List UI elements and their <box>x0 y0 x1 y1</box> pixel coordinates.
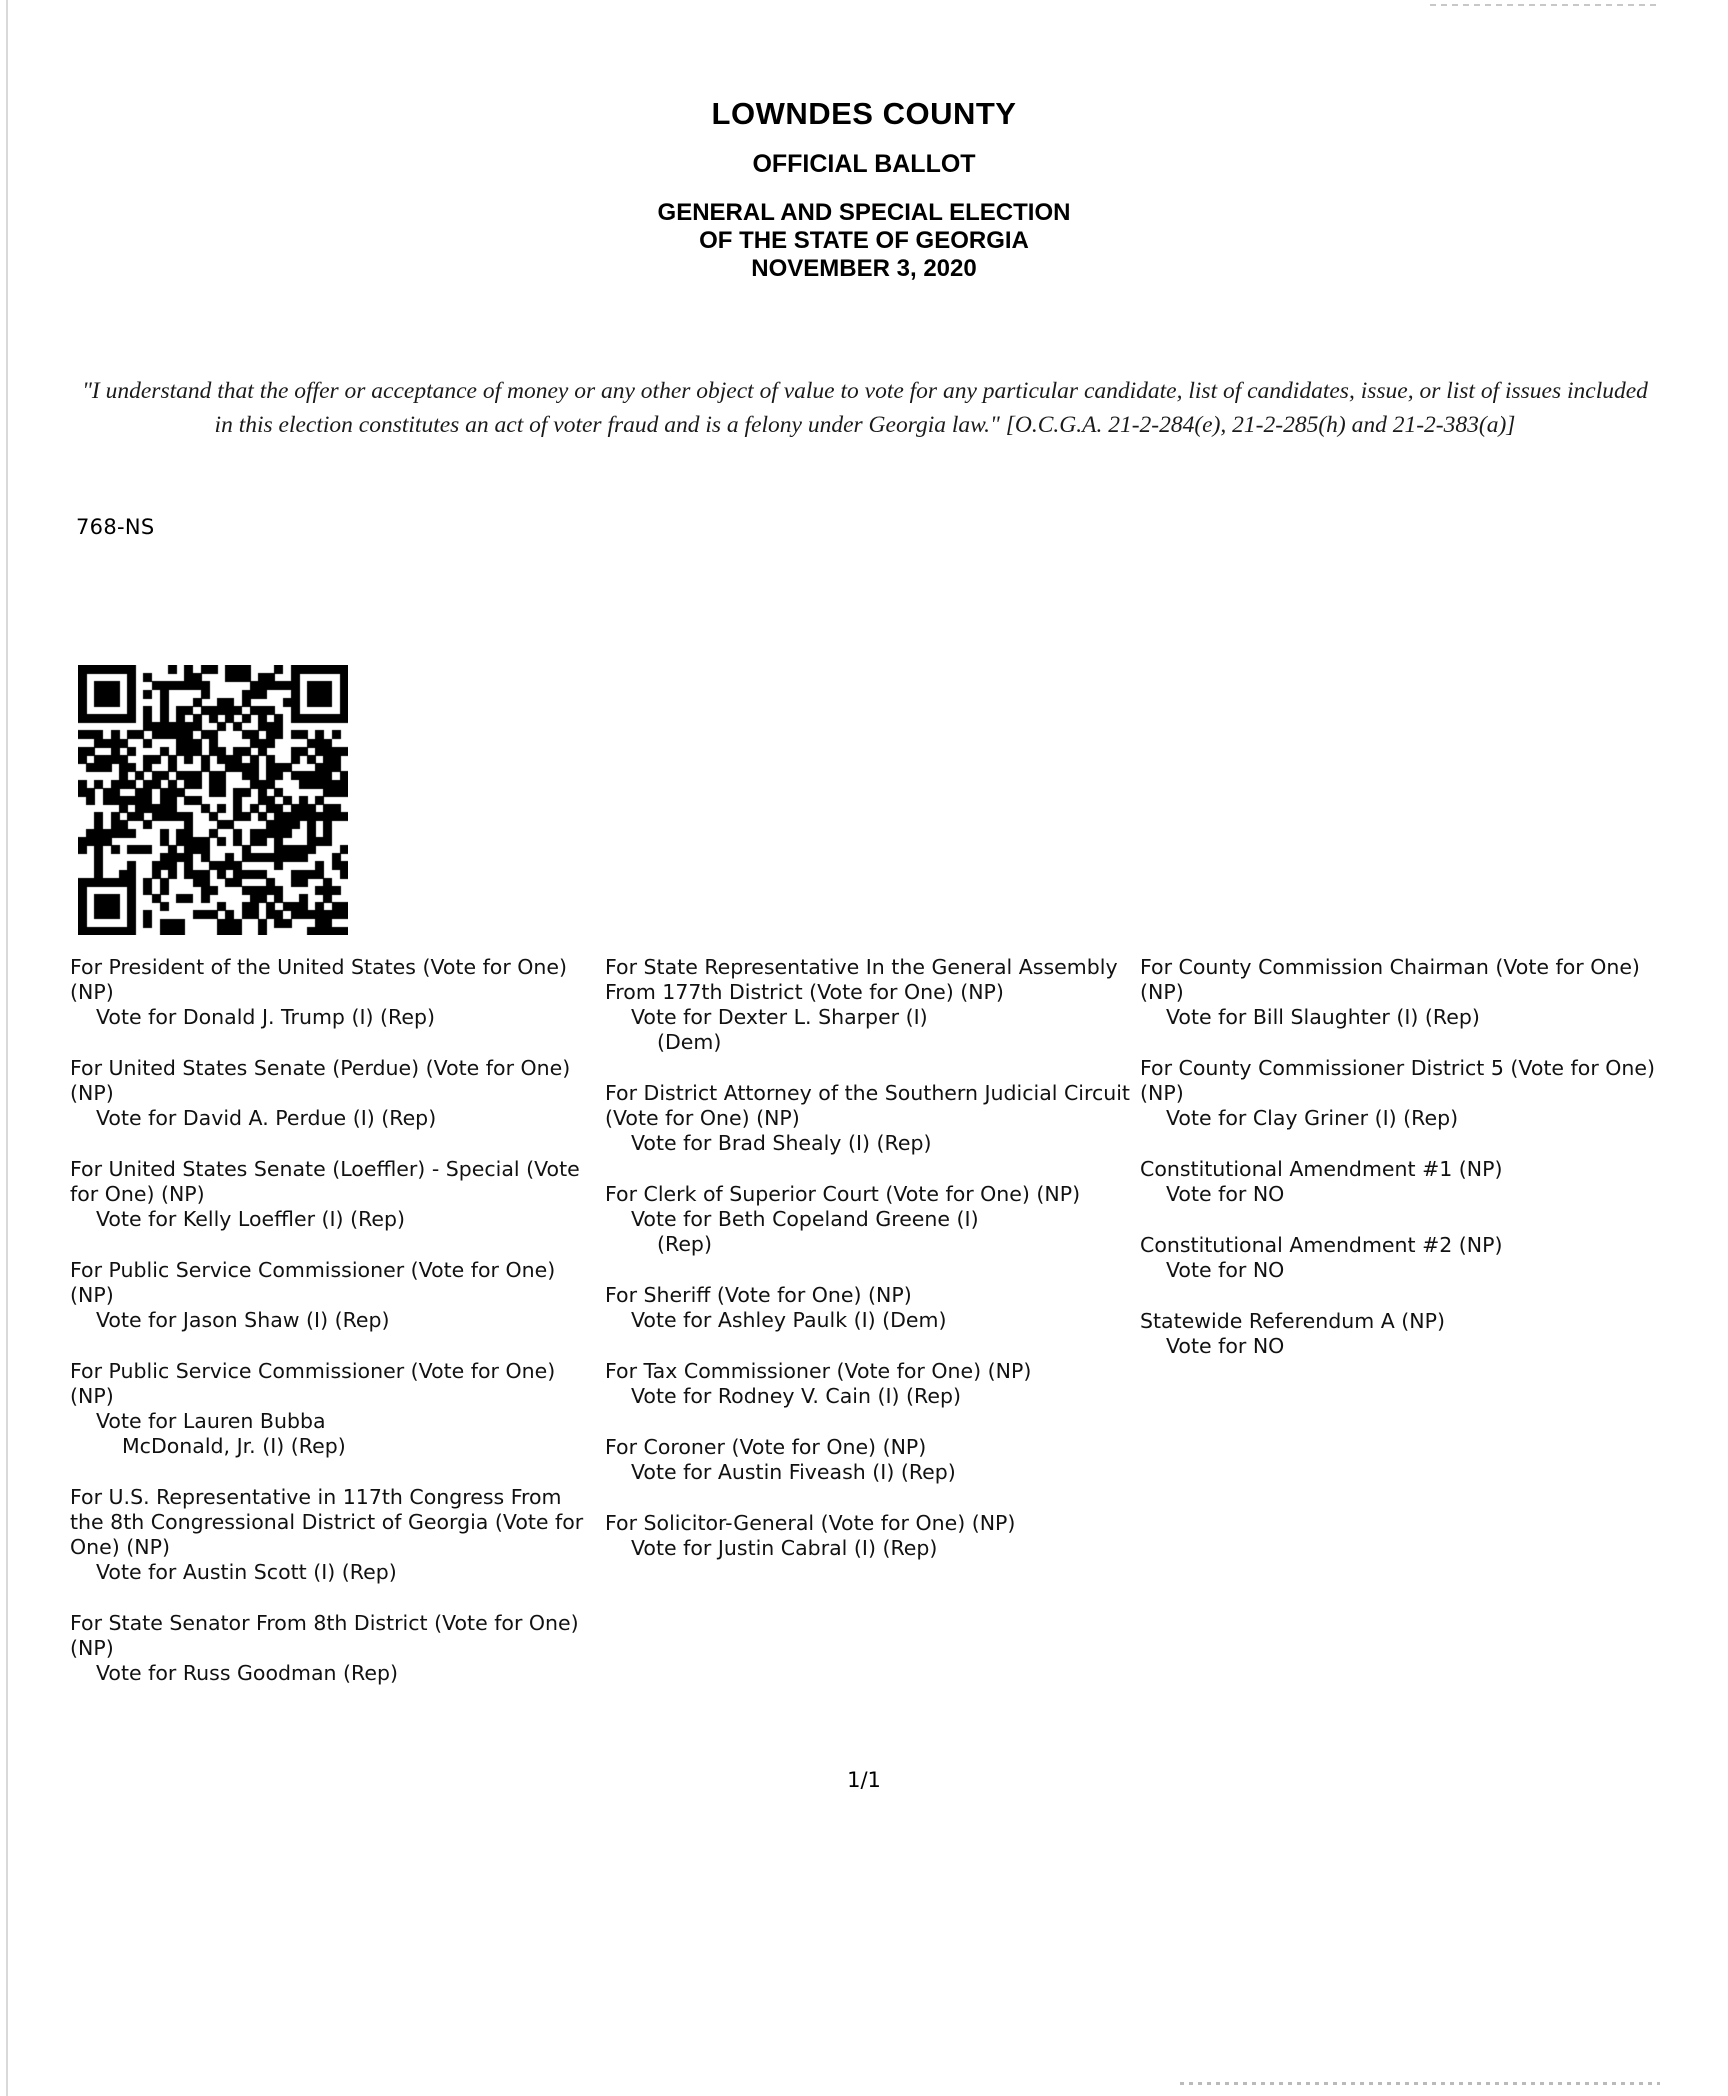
contest <box>1140 1233 1662 1283</box>
ballot-type-title: OFFICIAL BALLOT <box>752 150 976 178</box>
election-title-line1: GENERAL AND SPECIAL ELECTION <box>657 199 1071 226</box>
contest-title: For United States Senate (Loeffler) - Special (Vote for One) (NP) <box>70 1157 580 1206</box>
contest <box>70 1157 597 1232</box>
election-date: NOVEMBER 3, 2020 <box>751 255 977 282</box>
contest-title: For Tax Commissioner (Vote for One) (NP) <box>605 1359 1032 1383</box>
county-title: LOWNDES COUNTY <box>711 96 1017 131</box>
contest <box>605 1283 1132 1333</box>
ballot-id-label: 768-NS <box>76 515 155 539</box>
contest-choice: McDonald, Jr. (I) (Rep) <box>122 1434 346 1458</box>
contest <box>70 1485 597 1585</box>
contest-title: For District Attorney of the Southern Judicial Circuit (Vote for One) (NP) <box>605 1081 1130 1130</box>
contest-column-2 <box>605 955 1140 1712</box>
contest-title: Statewide Referendum A (NP) <box>1140 1309 1445 1333</box>
contest <box>70 1611 597 1686</box>
contest-choice: Vote for Ashley Paulk (I) (Dem) <box>631 1308 947 1332</box>
contest <box>70 1056 597 1131</box>
scan-edge-top <box>1430 4 1660 6</box>
contest-choice: Vote for Donald J. Trump (I) (Rep) <box>96 1005 435 1029</box>
contest-choice: Vote for Justin Cabral (I) (Rep) <box>631 1536 938 1560</box>
contest-choice: Vote for Lauren Bubba <box>96 1409 326 1433</box>
contest <box>1140 1157 1662 1207</box>
contest-column-1 <box>70 955 605 1712</box>
contest <box>605 1511 1132 1561</box>
contest <box>605 1081 1132 1156</box>
contest-choice: Vote for Kelly Loeffler (I) (Rep) <box>96 1207 406 1231</box>
page-number: 1/1 <box>847 1768 881 1792</box>
contest-title: For Clerk of Superior Court (Vote for One) (NP) <box>605 1182 1081 1206</box>
contest-choice: (Dem) <box>657 1030 722 1054</box>
contest-title: For County Commissioner District 5 (Vote for One) (NP) <box>1140 1056 1656 1105</box>
contest-title: For Sheriff (Vote for One) (NP) <box>605 1283 912 1307</box>
contest-title: Constitutional Amendment #2 (NP) <box>1140 1233 1503 1257</box>
contest-choice: (Rep) <box>657 1232 712 1256</box>
contest-choice: Vote for Austin Fiveash (I) (Rep) <box>631 1460 956 1484</box>
contest-choice: Vote for David A. Perdue (I) (Rep) <box>96 1106 437 1130</box>
contest <box>70 955 597 1030</box>
ballot-header <box>0 96 1728 283</box>
contest <box>605 1182 1132 1257</box>
contest-column-3 <box>1140 955 1670 1712</box>
contest-title: For State Representative In the General Assembly From 177th District (Vote for One) (NP) <box>605 955 1118 1004</box>
contest-title: For United States Senate (Perdue) (Vote for One) (NP) <box>70 1056 571 1105</box>
contest-choice: Vote for NO <box>1166 1334 1285 1358</box>
contest-choice: Vote for Russ Goodman (Rep) <box>96 1661 399 1685</box>
contest <box>1140 1309 1662 1359</box>
contest-choice: Vote for Bill Slaughter (I) (Rep) <box>1166 1005 1480 1029</box>
contest-title: For State Senator From 8th District (Vote for One) (NP) <box>70 1611 579 1660</box>
contest-choice: Vote for Beth Copeland Greene (I) <box>631 1207 979 1231</box>
contest-choice: Vote for Clay Griner (I) (Rep) <box>1166 1106 1459 1130</box>
contest <box>1140 1056 1662 1131</box>
contest-choice: Vote for Brad Shealy (I) (Rep) <box>631 1131 932 1155</box>
contest <box>605 1359 1132 1409</box>
contest-choice: Vote for NO <box>1166 1258 1285 1282</box>
contest-title: For Public Service Commissioner (Vote for One) (NP) <box>70 1359 556 1408</box>
contest-choice: Vote for Jason Shaw (I) (Rep) <box>96 1308 390 1332</box>
qr-code-icon <box>78 665 348 935</box>
contest-title: Constitutional Amendment #1 (NP) <box>1140 1157 1503 1181</box>
contest-title: For President of the United States (Vote for One) (NP) <box>70 955 568 1004</box>
contest-title: For Coroner (Vote for One) (NP) <box>605 1435 927 1459</box>
contest-choice: Vote for Dexter L. Sharper (I) <box>631 1005 928 1029</box>
contest-title: For U.S. Representative in 117th Congress From the 8th Congressional District of Georgia (Vote for One) (NP) <box>70 1485 584 1559</box>
contest-title: For County Commission Chairman (Vote for One) (NP) <box>1140 955 1640 1004</box>
election-title-line2: OF THE STATE OF GEORGIA <box>699 227 1029 254</box>
contest <box>605 955 1132 1055</box>
contest-choice: Vote for NO <box>1166 1182 1285 1206</box>
contest-title: For Public Service Commissioner (Vote for One) (NP) <box>70 1258 556 1307</box>
contest-choice: Vote for Rodney V. Cain (I) (Rep) <box>631 1384 961 1408</box>
contest <box>1140 955 1662 1030</box>
contest <box>70 1258 597 1333</box>
scan-edge-bottom <box>1180 2082 1660 2085</box>
contest-columns <box>70 955 1670 1712</box>
contest <box>605 1435 1132 1485</box>
contest-choice: Vote for Austin Scott (I) (Rep) <box>96 1560 397 1584</box>
contest <box>70 1359 597 1459</box>
contest-title: For Solicitor-General (Vote for One) (NP) <box>605 1511 1016 1535</box>
voter-oath-text: "I understand that the offer or acceptance of money or any other object of value to vote for any particular candidate, list of candidates, issue, or list of issues included in this election constitutes an act of voter fraud and is a felony under Georgia law." [O.C.G.A. 21-2-284(e), 21-2-285(h) and 21-2-383(a)] <box>82 378 1648 438</box>
